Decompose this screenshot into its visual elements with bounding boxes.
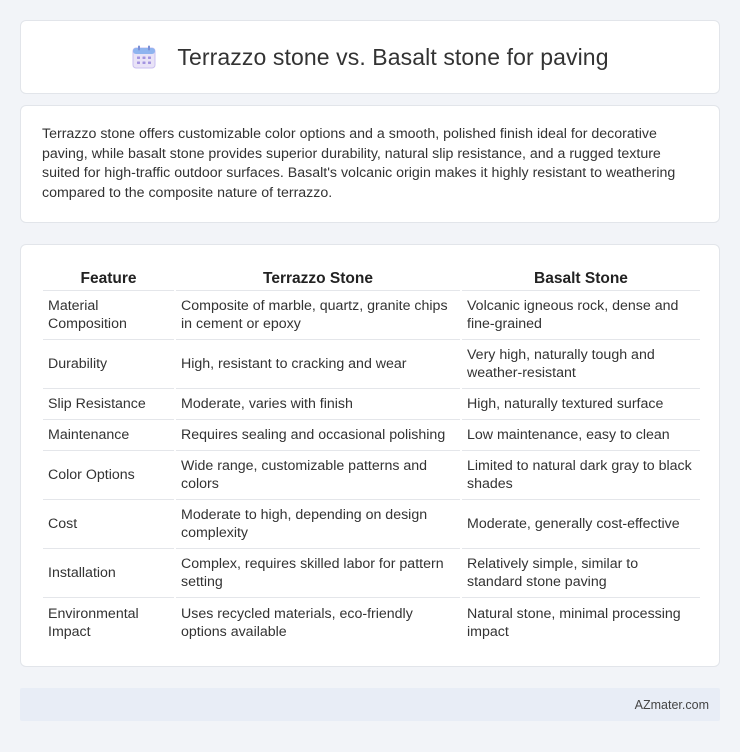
feature-cell: Cost [43,500,174,549]
basalt-cell: Moderate, generally cost-effective [462,500,700,549]
basalt-cell: Volcanic igneous rock, dense and fine-grained [462,291,700,340]
calendar-icon [131,44,157,70]
header-feature: Feature [43,265,174,291]
comparison-card [20,244,720,667]
page-title: Terrazzo stone vs. Basalt stone for paving [177,43,609,70]
terrazzo-cell: Requires sealing and occasional polishing [176,420,460,451]
terrazzo-cell: Composite of marble, quartz, granite chips in cement or epoxy [176,291,460,340]
table-row [43,451,700,500]
header-basalt: Basalt Stone [462,265,700,291]
title-card [20,20,720,94]
table-row [43,420,700,451]
basalt-cell: Natural stone, minimal processing impact [467,605,681,640]
feature-cell: Slip Resistance [43,389,174,420]
feature-cell: Installation [43,549,174,598]
basalt-cell: Relatively simple, similar to standard stone paving [462,549,700,598]
basalt-cell: High, naturally textured surface [462,389,700,420]
terrazzo-cell: Complex, requires skilled labor for pattern setting [176,549,460,598]
title-wrap [131,44,608,71]
summary-card [20,105,720,223]
feature-cell: Durability [43,340,174,389]
terrazzo-cell: High, resistant to cracking and wear [176,340,460,389]
basalt-cell: Very high, naturally tough and weather-resistant [462,340,700,389]
table-row [43,549,700,598]
terrazzo-cell: Moderate to high, depending on design complexity [176,500,460,549]
feature-cell: Environmental Impact [48,605,139,640]
header-terrazzo: Terrazzo Stone [176,265,460,291]
footer-bar [20,688,720,721]
table-row [43,598,700,647]
terrazzo-cell: Wide range, customizable patterns and colors [176,451,460,500]
basalt-cell: Low maintenance, easy to clean [462,420,700,451]
table-row [43,291,700,340]
summary-text: Terrazzo stone offers customizable color options and a smooth, polished finish ideal for decorative paving, while basalt stone provides superior durability, natural slip resistance, and a rugged texture suited for high-traffic outdoor surfaces. Basalt's volcanic origin makes it highly resistant to weathering compared to the composite nature of terrazzo. [42,126,676,202]
terrazzo-cell: Moderate, varies with finish [176,389,460,420]
basalt-cell: Limited to natural dark gray to black shades [462,451,700,500]
table-row [43,389,700,420]
table-row [43,500,700,549]
feature-cell: Maintenance [43,420,174,451]
table-header-row [43,265,700,291]
feature-cell: Color Options [43,451,174,500]
feature-cell: Material Composition [43,291,174,340]
table-row [43,340,700,389]
comparison-table [41,265,702,647]
terrazzo-cell: Uses recycled materials, eco-friendly options available [181,605,413,640]
footer-brand: AZmater.com [634,697,709,712]
